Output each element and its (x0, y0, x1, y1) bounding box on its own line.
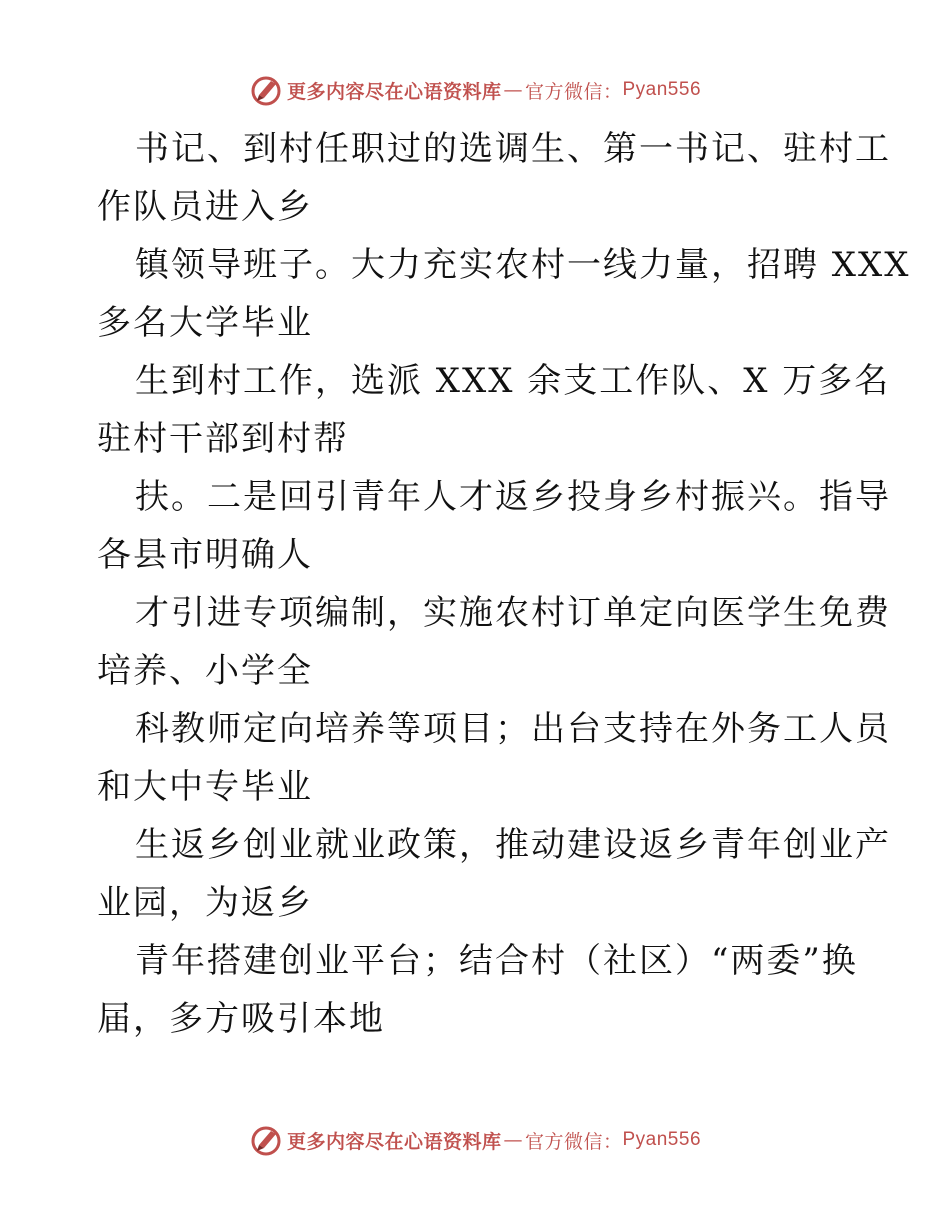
text-line: 青年搭建创业平台；结合村（社区）“两委”换 (135, 941, 858, 981)
text-line: 各县市明确人 (97, 535, 313, 575)
banner-main-text: 更多内容尽在心语资料库 (286, 80, 502, 103)
pen-logo-icon (249, 73, 283, 107)
footer-banner (0, 1120, 950, 1160)
text-line: 生返乡创业就业政策，推动建设返乡青年创业产 (135, 825, 891, 865)
text-line: 届，多方吸引本地 (97, 999, 385, 1039)
header-banner (0, 70, 950, 110)
banner-wechat-label: 官方微信： (524, 1130, 623, 1153)
text-line: 和大中专毕业 (97, 767, 313, 807)
text-line: 生到村工作，选派 XXX 余支工作队、X 万多名 (135, 361, 891, 401)
document-body (97, 120, 911, 1048)
banner-separator: — (503, 79, 523, 101)
text-line: 书记、到村任职过的选调生、第一书记、驻村工 (135, 129, 891, 169)
text-line: 多名大学毕业 (97, 303, 313, 343)
text-line: 才引进专项编制，实施农村订单定向医学生免费 (135, 593, 891, 633)
banner-wechat-label: 官方微信： (524, 80, 623, 103)
text-line: 培养、小学全 (97, 651, 313, 691)
banner-main-text: 更多内容尽在心语资料库 (286, 1130, 502, 1153)
banner-separator: — (503, 1129, 523, 1151)
text-line: 驻村干部到村帮 (97, 419, 349, 459)
banner-wechat-id: Pyan556 (622, 1129, 702, 1150)
pen-logo-icon (249, 1123, 283, 1157)
text-line: 镇领导班子。大力充实农村一线力量，招聘 XXX (135, 245, 911, 285)
text-line: 扶。二是回引青年人才返乡投身乡村振兴。指导 (135, 477, 891, 517)
text-line: 作队员进入乡 (97, 187, 313, 227)
text-line: 科教师定向培养等项目；出台支持在外务工人员 (135, 709, 891, 749)
text-line: 业园，为返乡 (97, 883, 313, 923)
banner-wechat-id: Pyan556 (622, 79, 702, 100)
